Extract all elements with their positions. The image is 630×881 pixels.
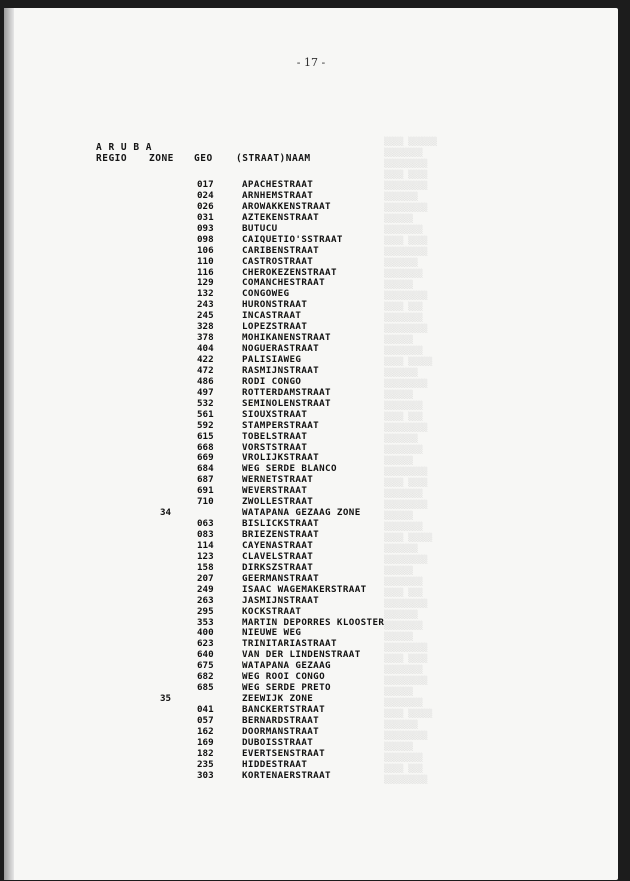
street-row — [4, 332, 618, 343]
geo-code: 675 — [197, 660, 214, 672]
street-row — [4, 256, 618, 267]
street-name: CASTROSTRAAT — [242, 255, 314, 267]
street-name: HURONSTRAAT — [242, 299, 308, 311]
street-row — [4, 518, 618, 529]
geo-code: 687 — [197, 474, 214, 486]
geo-code: 615 — [197, 430, 214, 442]
street-row — [4, 704, 618, 715]
street-name: CARIBENSTRAAT — [242, 244, 320, 256]
geo-code: 106 — [197, 244, 214, 256]
street-name: CONGOWEG — [242, 288, 290, 300]
street-row — [4, 617, 618, 628]
zone-code: 34 — [160, 507, 172, 519]
street-row — [4, 485, 618, 496]
street-name: WEG SERDE BLANCO — [242, 463, 337, 475]
street-name: NOGUERASTRAAT — [242, 343, 320, 355]
street-row — [4, 649, 618, 660]
geo-code: 026 — [197, 200, 214, 212]
street-name: BISLICKSTRAAT — [242, 518, 320, 530]
street-row — [4, 267, 618, 278]
street-row — [4, 726, 618, 737]
street-name: CHEROKEZENSTRAAT — [242, 266, 337, 278]
street-row — [4, 606, 618, 617]
geo-code: 017 — [197, 179, 214, 190]
street-name: EVERTSENSTRAAT — [242, 747, 326, 759]
street-name: TRINITARIASTRAAT — [242, 638, 337, 650]
street-row — [4, 387, 618, 398]
street-name: WEG SERDE PRETO — [242, 682, 331, 694]
street-name: CAIQUETIO'SSTRAAT — [242, 233, 343, 245]
street-name: ISAAC WAGEMAKERSTRAAT — [242, 583, 367, 595]
street-row — [4, 748, 618, 759]
street-name: BRIEZENSTRAAT — [242, 529, 320, 540]
geo-code: 710 — [197, 496, 214, 508]
street-name: BANCKERTSTRAAT — [242, 704, 326, 715]
street-name: WEVERSTRAAT — [242, 485, 308, 497]
geo-code: 303 — [197, 769, 214, 781]
street-name: TOBELSTRAAT — [242, 430, 308, 442]
street-row — [4, 409, 618, 420]
street-row — [4, 540, 618, 551]
street-name: RASMIJNSTRAAT — [242, 364, 320, 376]
street-name: BUTUCU — [242, 222, 278, 234]
street-row — [4, 660, 618, 671]
geo-code: 668 — [197, 441, 214, 453]
geo-code: 132 — [197, 288, 214, 300]
geo-code: 682 — [197, 671, 214, 683]
street-name: NIEUWE WEG — [242, 627, 302, 639]
street-name: JASMIJNSTRAAT — [242, 594, 320, 606]
geo-code: 116 — [197, 266, 214, 278]
street-row — [4, 759, 618, 770]
street-name: SIOUXSTRAAT — [242, 408, 308, 420]
street-name: LOPEZSTRAAT — [242, 321, 308, 333]
geo-code: 063 — [197, 518, 214, 530]
street-name: RODI CONGO — [242, 375, 302, 387]
geo-code: 623 — [197, 638, 214, 650]
geo-code: 685 — [197, 682, 214, 694]
geo-code: 057 — [197, 714, 214, 726]
street-row — [4, 212, 618, 223]
geo-code: 328 — [197, 321, 214, 333]
street-name: CAYENASTRAAT — [242, 539, 314, 551]
geo-code: 592 — [197, 419, 214, 431]
street-name: DOORMANSTRAAT — [242, 725, 320, 737]
street-row — [4, 584, 618, 595]
geo-code: 691 — [197, 485, 214, 497]
geo-code: 031 — [197, 211, 214, 223]
street-name: WATAPANA GEZAAG ZONE — [242, 507, 361, 519]
street-row — [4, 496, 618, 507]
street-row — [4, 474, 618, 485]
header-zone: ZONE — [149, 153, 174, 164]
geo-code: 684 — [197, 463, 214, 475]
street-row — [4, 452, 618, 463]
geo-code: 158 — [197, 561, 214, 573]
street-row — [4, 562, 618, 573]
street-row — [4, 463, 618, 474]
street-name: APACHESTRAAT — [242, 179, 314, 190]
zone-code: 35 — [160, 693, 172, 705]
street-row — [4, 682, 618, 693]
street-row — [4, 671, 618, 682]
geo-code: 263 — [197, 594, 214, 606]
street-row — [4, 321, 618, 332]
geo-code: 249 — [197, 583, 214, 595]
street-name: AROWAKKENSTRAAT — [242, 200, 331, 212]
geo-code: 083 — [197, 529, 214, 540]
street-name: DUBOISSTRAAT — [242, 736, 314, 748]
street-row — [4, 398, 618, 409]
geo-code: 123 — [197, 550, 214, 562]
geo-code: 129 — [197, 277, 214, 289]
street-row — [4, 442, 618, 453]
street-row — [4, 551, 618, 562]
geo-code: 640 — [197, 649, 214, 661]
header-naam: (STRAAT)NAAM — [236, 153, 311, 164]
geo-code: 295 — [197, 605, 214, 617]
geo-code: 169 — [197, 736, 214, 748]
street-row — [4, 737, 618, 748]
street-row — [4, 529, 618, 540]
header-aruba: A R U B A — [96, 142, 152, 153]
street-row — [4, 573, 618, 584]
geo-code: 041 — [197, 704, 214, 715]
street-name: CLAVELSTRAAT — [242, 550, 314, 562]
street-name: COMANCHESTRAAT — [242, 277, 326, 289]
street-row — [4, 627, 618, 638]
zone-heading-row — [4, 693, 618, 704]
geo-code: 400 — [197, 627, 214, 639]
street-row — [4, 179, 618, 190]
geo-code: 235 — [197, 758, 214, 770]
geo-code: 024 — [197, 189, 214, 201]
street-name: INCASTRAAT — [242, 310, 302, 322]
geo-code: 669 — [197, 452, 214, 464]
street-name: WATAPANA GEZAAG — [242, 660, 331, 672]
geo-code: 486 — [197, 375, 214, 387]
street-row — [4, 715, 618, 726]
street-name: ROTTERDAMSTRAAT — [242, 386, 331, 398]
street-row — [4, 343, 618, 354]
street-name: MARTIN DEPORRES KLOOSTER — [242, 616, 385, 628]
geo-code: 532 — [197, 397, 214, 409]
street-name: VROLIJKSTRAAT — [242, 452, 320, 464]
street-name: STAMPERSTRAAT — [242, 419, 320, 431]
geo-code: 245 — [197, 310, 214, 322]
geo-code: 561 — [197, 408, 214, 420]
street-name: DIRKSZSTRAAT — [242, 561, 314, 573]
street-name: BERNARDSTRAAT — [242, 714, 320, 726]
geo-code: 378 — [197, 332, 214, 344]
geo-code: 098 — [197, 233, 214, 245]
street-name: KORTENAERSTRAAT — [242, 769, 331, 781]
geo-code: 093 — [197, 222, 214, 234]
street-row — [4, 420, 618, 431]
geo-code: 497 — [197, 386, 214, 398]
street-name: ZEEWIJK ZONE — [242, 693, 314, 705]
geo-code: 353 — [197, 616, 214, 628]
street-name: WERNETSTRAAT — [242, 474, 314, 486]
street-name: KOCKSTRAAT — [242, 605, 302, 617]
street-list — [4, 179, 618, 781]
street-row — [4, 638, 618, 649]
street-name: VORSTSTRAAT — [242, 441, 308, 453]
geo-code: 110 — [197, 255, 214, 267]
street-row — [4, 190, 618, 201]
geo-code: 162 — [197, 725, 214, 737]
street-name: GEERMANSTRAAT — [242, 572, 320, 584]
geo-code: 114 — [197, 539, 214, 551]
street-row — [4, 365, 618, 376]
street-row — [4, 201, 618, 212]
street-row — [4, 354, 618, 365]
street-row — [4, 234, 618, 245]
street-name: VAN DER LINDENSTRAAT — [242, 649, 361, 661]
street-row — [4, 299, 618, 310]
street-name: AZTEKENSTRAAT — [242, 211, 320, 223]
geo-code: 243 — [197, 299, 214, 311]
geo-code: 182 — [197, 747, 214, 759]
street-name: PALISIAWEG — [242, 354, 302, 365]
street-row — [4, 770, 618, 781]
street-name: SEMINOLENSTRAAT — [242, 397, 331, 409]
street-row — [4, 310, 618, 321]
geo-code: 422 — [197, 354, 214, 365]
document-page — [4, 8, 618, 880]
page-number: - 17 - — [296, 56, 326, 69]
geo-code: 404 — [197, 343, 214, 355]
street-row — [4, 288, 618, 299]
street-row — [4, 376, 618, 387]
street-name: ARNHEMSTRAAT — [242, 189, 314, 201]
show-through-text: ▒▒▒▒ ▒▒▒▒▒▒ ▒▒▒▒▒▒▒▒ ▒▒▒▒▒▒▒▒▒ ▒▒▒▒ ▒▒▒▒ ▒▒▒▒▒▒▒▒▒ ▒▒▒▒▒▒▒ ▒▒▒▒▒▒▒▒▒ ▒▒▒▒▒▒ ▒▒▒▒▒▒▒▒ ▒▒▒▒ ▒▒▒▒ ▒▒▒▒▒▒▒▒▒ ▒▒▒▒▒▒▒ ▒▒▒▒▒▒▒▒ ▒▒▒▒▒▒ ▒▒▒▒▒▒▒▒▒ ▒▒▒▒ ▒▒▒ ▒▒▒▒▒▒▒▒ ▒▒▒▒▒▒▒▒▒ ▒▒▒▒▒▒ ▒▒▒▒▒▒▒▒ ▒▒▒▒ ▒▒▒▒▒ ▒▒▒▒▒▒▒ ▒▒▒▒▒▒▒▒▒ ▒▒▒▒▒▒ ▒▒▒▒▒▒▒▒ ▒▒▒▒ ▒▒▒ ▒▒▒▒▒▒▒▒▒ ▒▒▒▒▒▒▒ ▒▒▒▒▒▒▒▒ ▒▒▒▒▒▒ ▒▒▒▒▒▒▒▒▒ ▒▒▒▒ ▒▒▒▒ ▒▒▒▒▒▒▒▒ ▒▒▒▒▒▒▒▒▒ ▒▒▒▒▒▒ ▒▒▒▒▒▒▒▒ ▒▒▒▒ ▒▒▒▒▒ ▒▒▒▒▒▒▒ ▒▒▒▒▒▒▒▒▒ ▒▒▒▒▒▒ ▒▒▒▒▒▒▒▒ ▒▒▒▒ ▒▒▒ ▒▒▒▒▒▒▒▒▒ ▒▒▒▒▒▒▒ ▒▒▒▒▒▒▒▒ ▒▒▒▒▒▒ ▒▒▒▒▒▒▒▒▒ ▒▒▒▒ ▒▒▒▒ ▒▒▒▒▒▒▒▒ ▒▒▒▒▒▒▒▒▒ ▒▒▒▒▒▒ ▒▒▒▒▒▒▒▒ ▒▒▒▒ ▒▒▒▒▒ ▒▒▒▒▒▒▒ ▒▒▒▒▒▒▒▒▒ ▒▒▒▒▒▒ ▒▒▒▒▒▒▒▒ ▒▒▒▒ ▒▒▒ ▒▒▒▒▒▒▒▒▒ — [384, 137, 437, 784]
street-row — [4, 277, 618, 288]
zone-heading-row — [4, 507, 618, 518]
street-name: ZWOLLESTRAAT — [242, 496, 314, 508]
street-name: WEG ROOI CONGO — [242, 671, 326, 683]
geo-code: 472 — [197, 364, 214, 376]
header-regio: REGIO — [96, 153, 128, 164]
street-row — [4, 431, 618, 442]
street-row — [4, 245, 618, 256]
geo-code: 207 — [197, 572, 214, 584]
street-name: HIDDESTRAAT — [242, 758, 308, 770]
street-row — [4, 595, 618, 606]
street-name: MOHIKANENSTRAAT — [242, 332, 331, 344]
header-geo: GEO — [194, 153, 213, 164]
street-row — [4, 223, 618, 234]
